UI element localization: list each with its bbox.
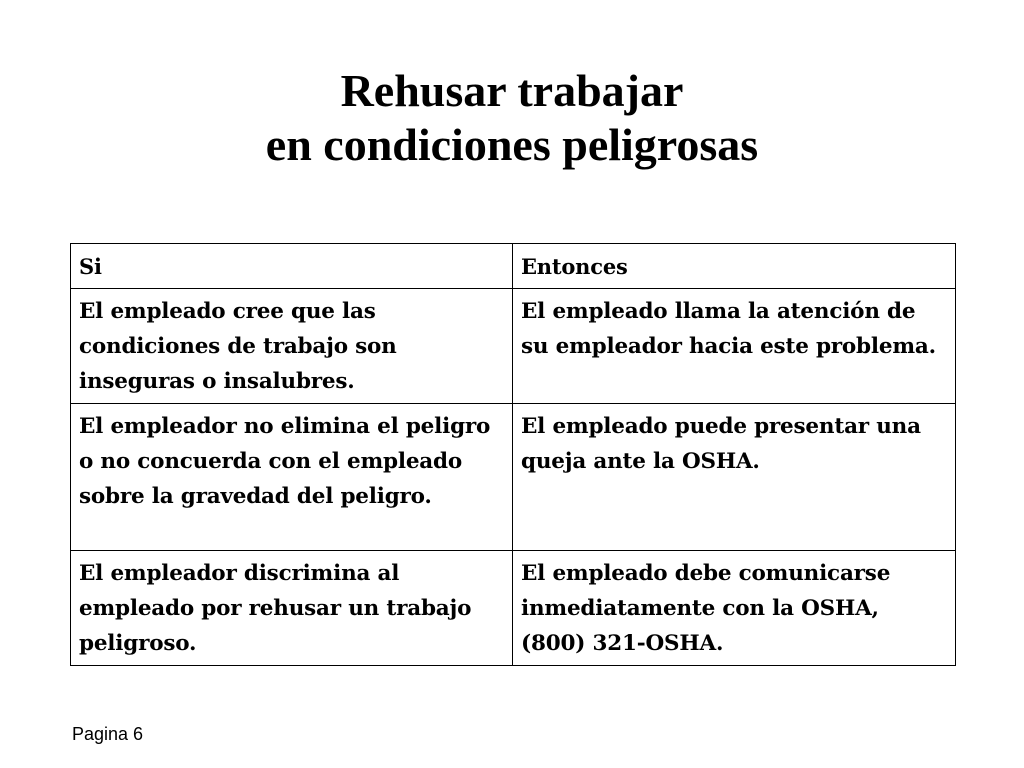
table-row — [71, 404, 956, 551]
table-header-row — [71, 244, 956, 289]
table-row — [71, 551, 956, 666]
action-cell: El empleado debe comunicarse inmediatamente con la OSHA, (800) 321-OSHA. — [513, 551, 956, 666]
action-cell: El empleado llama la atención de su empleador hacia este problema. — [513, 289, 956, 404]
table-row — [71, 289, 956, 404]
header-si: Si — [71, 244, 513, 289]
page-title — [0, 64, 1024, 172]
condition-cell: El empleado cree que las condiciones de trabajo son inseguras o insalubres. — [71, 289, 513, 404]
condition-cell: El empleador discrimina al empleado por rehusar un trabajo peligroso. — [71, 551, 513, 666]
condition-cell: El empleador no elimina el peligro o no concuerda con el empleado sobre la gravedad del peligro. — [71, 404, 513, 551]
action-cell: El empleado puede presentar una queja ante la OSHA. — [513, 404, 956, 551]
title-line-2: en condiciones peligrosas — [265, 119, 759, 170]
header-entonces: Entonces — [513, 244, 956, 289]
if-then-table — [70, 243, 956, 666]
title-line-1: Rehusar trabajar — [340, 65, 684, 116]
page-number: Pagina 6 — [72, 724, 144, 744]
